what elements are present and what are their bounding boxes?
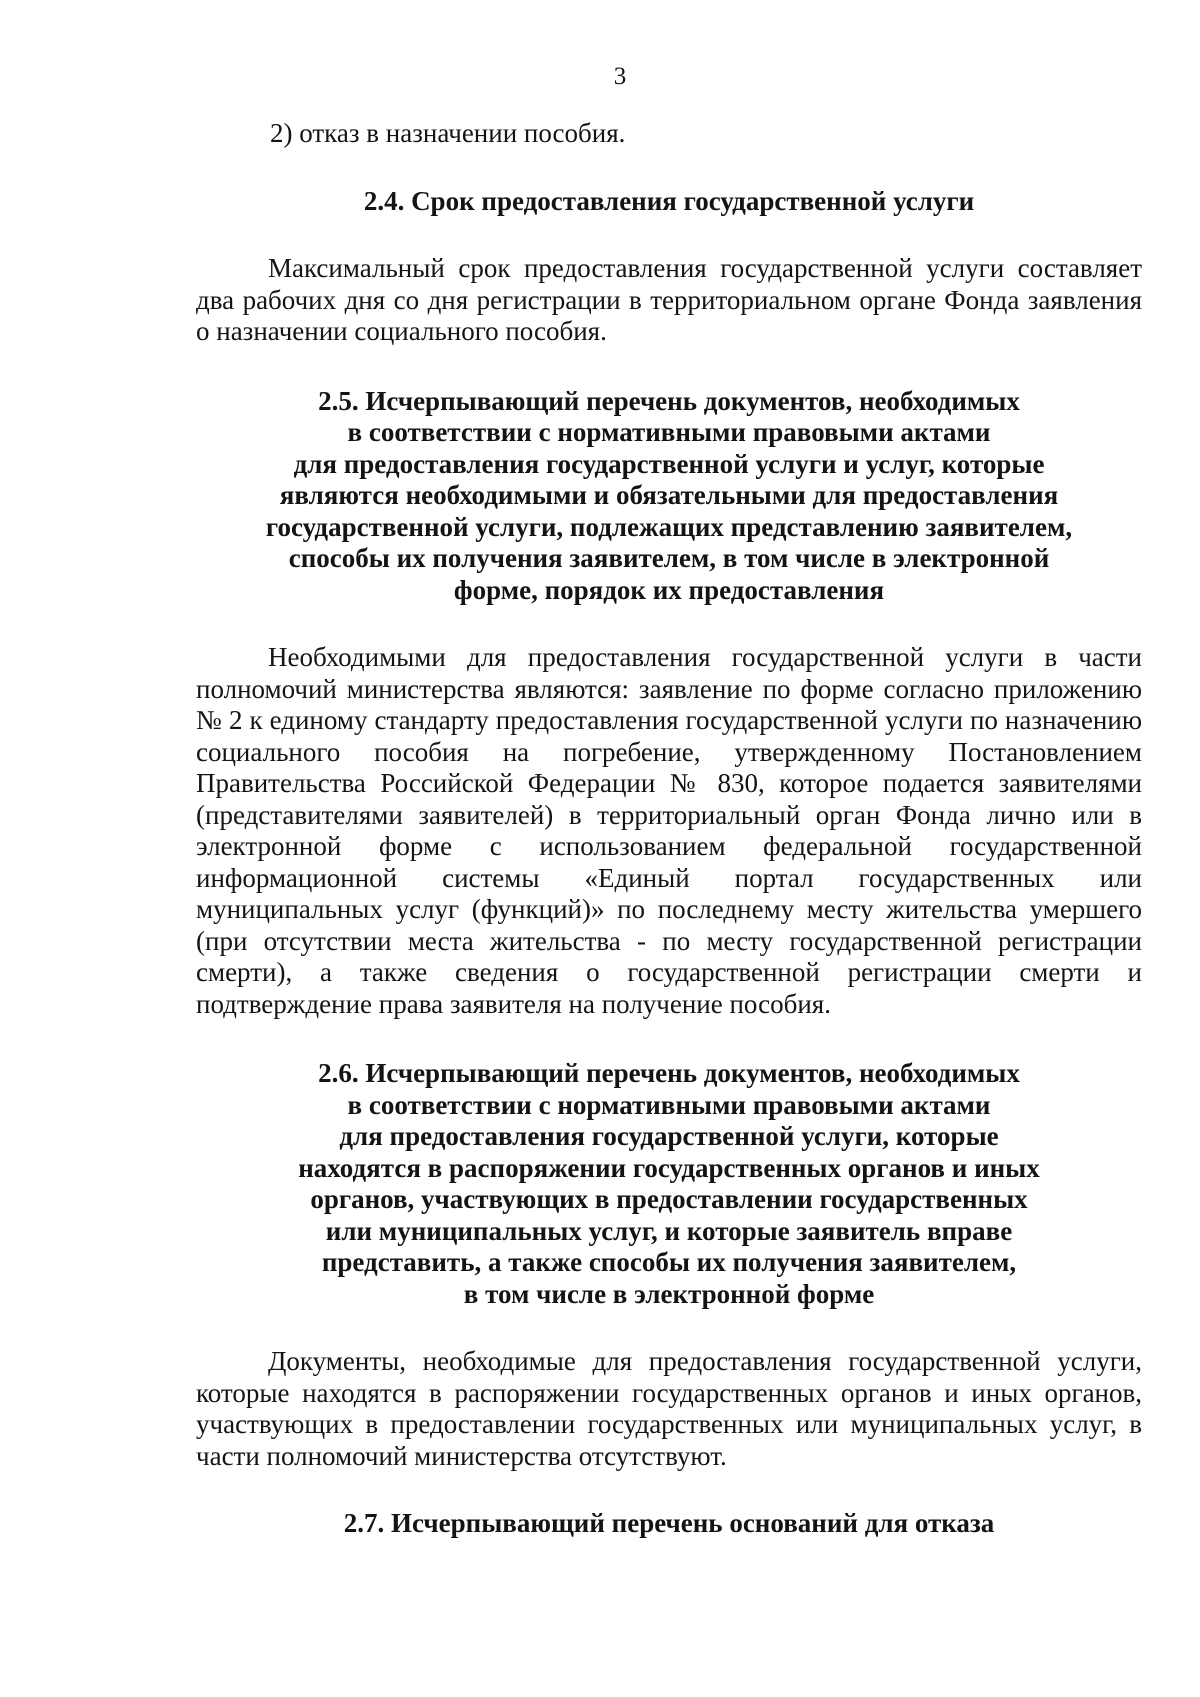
page-number: 3 — [613, 63, 627, 90]
heading-line: для предоставления государственной услуги, которые — [339, 1121, 999, 1151]
heading-line: 2.5. Исчерпывающий перечень документов, необходимых — [318, 385, 1020, 416]
heading-line: способы их получения заявителем, в том числе в электронной — [288, 543, 1050, 573]
section-heading-2-4: 2.4. Срок предоставления государственной услуги — [363, 185, 975, 216]
heading-line: или муниципальных услуг, и которые заявитель вправе — [325, 1215, 1013, 1246]
heading-line: в соответствии с нормативными правовыми актами — [347, 417, 991, 447]
document-body — [196, 118, 1142, 1540]
heading-line: органов, участвующих в предоставлении государственных — [310, 1184, 1028, 1214]
heading-line: форме, порядок их предоставления — [453, 574, 885, 605]
section-heading-2-7: 2.7. Исчерпывающий перечень оснований для отказа — [343, 1508, 995, 1538]
section-heading-2-5 — [196, 386, 1142, 607]
paragraph-2-6: Документы, необходимые для предоставления государственной услуги, которые находятся в распоряжении государственных органов и иных органов, участвующих в предоставлении государственных или муниципальных услуг, в части полномочий министерства отсутствуют. — [196, 1346, 1142, 1471]
heading-line: государственной услуги, подлежащих представлению заявителем, — [265, 511, 1073, 542]
heading-line: являются необходимыми и обязательными для предоставления — [279, 480, 1059, 510]
heading-line: для предоставления государственной услуги и услуг, которые — [293, 448, 1045, 479]
heading-line: в том числе в электронной форме — [463, 1278, 875, 1309]
heading-line: представить, а также способы их получения заявителем, — [321, 1247, 1017, 1277]
paragraph-2-5: Необходимыми для предоставления государственной услуги в части полномочий министерства являются: заявление по форме согласно приложению № 2 к единому стандарту предоставления государственной услуги по назначению социального пособия на погребение, утвержденному Постановлением Правительства Российской Федерации № 830, которое подается заявителями (представителями заявителей) в территориальный орган Фонда лично или в электронной форме с использованием федеральной государственной информационной системы «Единый портал государственных или муниципальных услуг (функций)» по последнему месту жительства умершего (при отсутствии места жительства - по месту государственной регистрации смерти), а также сведения о государственной регистрации смерти и подтверждение права заявителя на получение пособия. — [196, 642, 1142, 1019]
paragraph-2-4: Максимальный срок предоставления государственной услуги составляет два рабочих дня со дня регистрации в территориальном органе Фонда заявления о назначении социального пособия. — [196, 253, 1142, 346]
heading-line: 2.6. Исчерпывающий перечень документов, необходимых — [318, 1058, 1020, 1088]
heading-line: находятся в распоряжении государственных органов и иных — [298, 1152, 1040, 1183]
heading-line: в соответствии с нормативными правовыми актами — [347, 1089, 991, 1120]
section-heading-2-6 — [196, 1058, 1142, 1310]
list-item-refusal: 2) отказ в назначении пособия. — [270, 118, 626, 148]
